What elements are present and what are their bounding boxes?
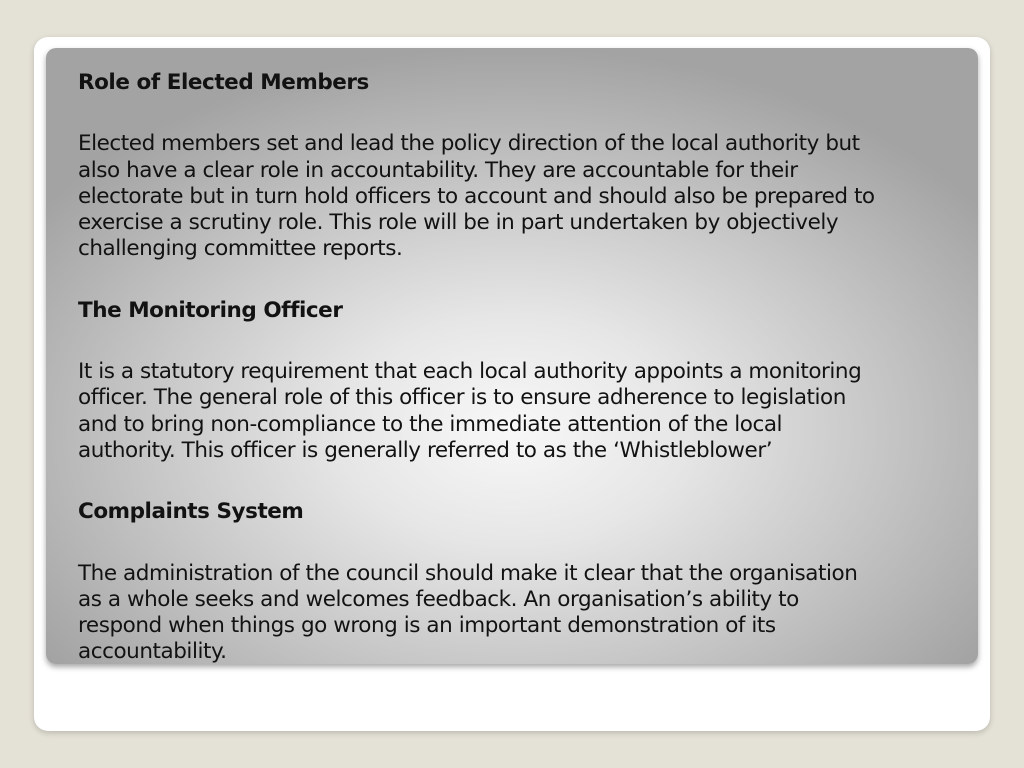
body-line: Elected members set and lead the policy direction of the local authority but	[78, 131, 860, 157]
section-body-complaints-system	[78, 561, 968, 666]
section-body-monitoring-officer	[78, 359, 968, 464]
body-line: officer. The general role of this officer is to ensure adherence to legislation	[78, 385, 846, 411]
section-body-role-of-elected-members	[78, 131, 968, 262]
spacer	[78, 96, 968, 131]
body-line: also have a clear role in accountability. They are accountable for their	[78, 157, 798, 183]
section-heading-monitoring-officer: The Monitoring Officer	[78, 297, 343, 323]
body-line: as a whole seeks and welcomes feedback. An organisation’s ability to	[78, 586, 799, 612]
body-line: electorate but in turn hold officers to account and should also be prepared to	[78, 183, 875, 209]
body-line: The administration of the council should make it clear that the organisation	[78, 560, 858, 586]
body-line: It is a statutory requirement that each local authority appoints a monitoring	[78, 359, 862, 385]
spacer	[78, 526, 968, 561]
slide-text	[78, 70, 968, 666]
spacer	[78, 324, 968, 359]
spacer	[78, 464, 968, 499]
section-heading-role-of-elected-members: Role of Elected Members	[78, 70, 369, 95]
body-line: challenging committee reports.	[78, 236, 403, 262]
section-heading-complaints-system: Complaints System	[78, 499, 304, 525]
body-line: exercise a scrutiny role. This role will be in part undertaken by objectively	[78, 210, 839, 236]
body-line: accountability.	[78, 639, 227, 665]
body-line: and to bring non-compliance to the immediate attention of the local	[78, 411, 783, 437]
body-line: authority. This officer is generally referred to as the ‘Whistleblower’	[78, 437, 773, 463]
body-line: respond when things go wrong is an important demonstration of its	[78, 613, 776, 639]
spacer	[78, 263, 968, 298]
